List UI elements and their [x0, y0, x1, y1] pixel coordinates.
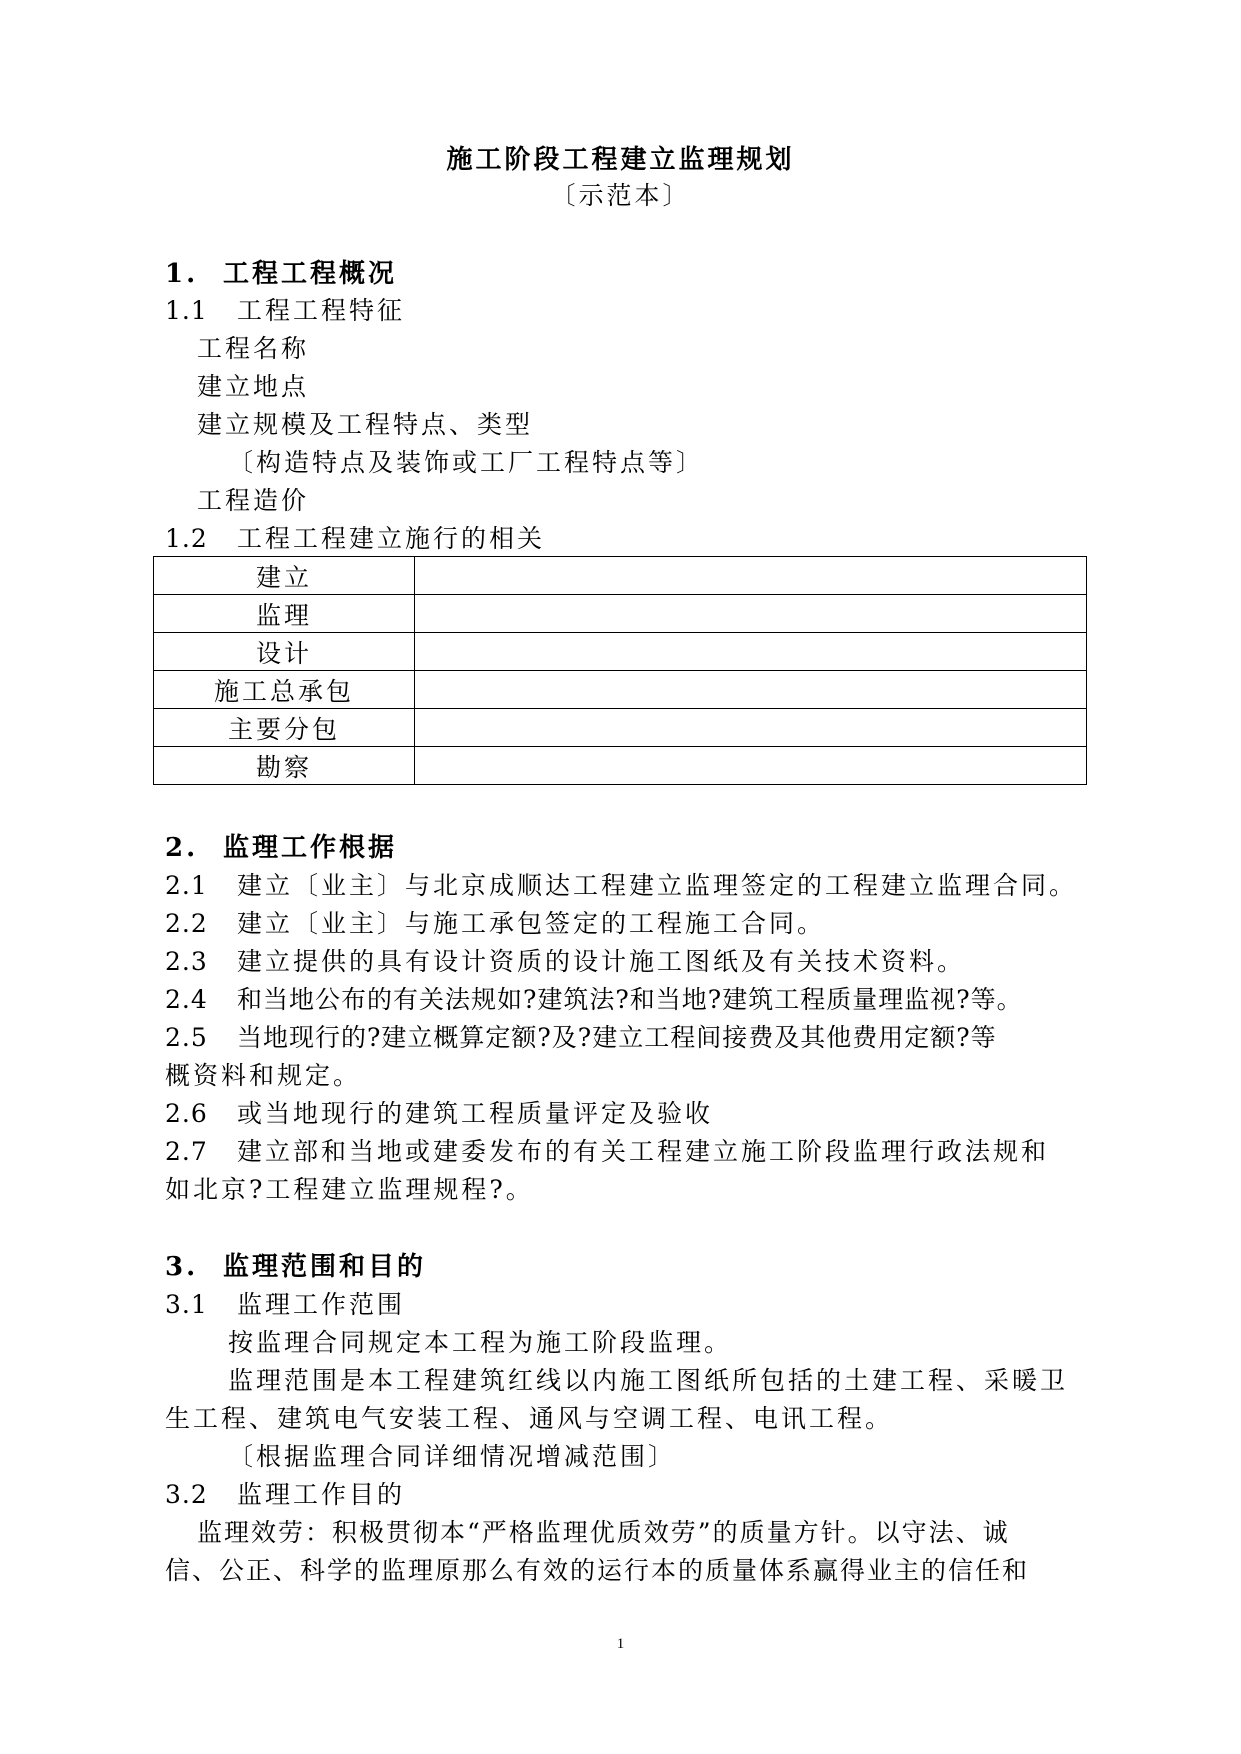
item-text: 和当地公布的有关法规如?建筑法?和当地?建筑工程质量理监视?等。: [237, 985, 1023, 1014]
subsection-3-1: [165, 1290, 405, 1320]
related-parties-table: [153, 556, 1087, 785]
subsection-number: 1.2: [165, 524, 208, 553]
basis-item: [165, 909, 825, 939]
table-cell-value: [415, 671, 1087, 709]
subsection-title: 工程工程特征: [237, 296, 406, 325]
item-text: 当地现行的?建立概算定额?及?建立工程间接费及其他费用定额?等: [237, 1023, 997, 1052]
item-text: 或当地现行的建筑工程质量评定及验收: [237, 1099, 714, 1128]
section-title: 工程工程概况: [223, 259, 398, 289]
item-number: 2.6: [165, 1099, 208, 1128]
item-scale-note: 〔构造特点及装饰或工厂工程特点等〕: [228, 448, 705, 477]
item-text: 建立提供的具有设计资质的设计施工图纸及有关技术资料。: [237, 947, 966, 976]
table-row: [154, 595, 1087, 633]
item-location: 建立地点: [197, 372, 310, 401]
item-project-name: 工程名称: [197, 334, 310, 363]
subsection-1-1: [165, 296, 405, 326]
section-1-heading: [165, 259, 397, 289]
table-row: [154, 633, 1087, 671]
table-row: [154, 671, 1087, 709]
basis-item: [165, 871, 1077, 901]
page-number: 1: [616, 1636, 625, 1652]
section-3-heading: [165, 1252, 426, 1282]
table-row: [154, 747, 1087, 785]
table-cell-value: [415, 709, 1087, 747]
paragraph: 按监理合同规定本工程为施工阶段监理。: [228, 1328, 733, 1357]
basis-item: [165, 985, 1023, 1015]
scope-note: 〔根据监理合同详细情况增减范围〕: [228, 1442, 677, 1471]
table-row: [154, 557, 1087, 595]
subsection-3-2: [165, 1480, 405, 1510]
section-number: 2.: [165, 833, 199, 863]
paragraph: 监理效劳：积极贯彻本“严格监理优质效劳”的质量方针。以守法、诚: [197, 1518, 1010, 1547]
table-cell-label: 建立: [154, 557, 415, 595]
basis-item-continued: 概资料和规定。: [165, 1061, 362, 1090]
section-title: 监理范围和目的: [223, 1252, 427, 1282]
basis-item: [165, 1023, 997, 1053]
item-scale: 建立规模及工程特点、类型: [197, 410, 534, 439]
paragraph: 监理范围是本工程建筑红线以内施工图纸所包括的土建工程、采暖卫: [228, 1366, 1069, 1395]
item-number: 2.7: [165, 1137, 208, 1166]
item-number: 2.3: [165, 947, 208, 976]
item-text: 建立部和当地或建委发布的有关工程建立施工阶段监理行政法规和: [237, 1137, 1050, 1166]
table-cell-value: [415, 595, 1087, 633]
basis-item: [165, 1099, 713, 1129]
document-subtitle: 〔示范本〕: [550, 181, 691, 210]
item-text: 建立〔业主〕与北京成顺达工程建立监理签定的工程建立监理合同。: [237, 871, 1078, 900]
table-cell-value: [415, 633, 1087, 671]
item-number: 2.2: [165, 909, 208, 938]
subsection-number: 3.1: [165, 1290, 208, 1319]
subsection-number: 1.1: [165, 296, 208, 325]
section-title: 监理工作根据: [223, 833, 398, 863]
basis-item: [165, 947, 965, 977]
table-cell-label: 施工总承包: [154, 671, 415, 709]
subsection-title: 工程工程建立施行的相关: [237, 524, 546, 553]
paragraph-continued: 信、公正、科学的监理原那么有效的运行本的质量体系赢得业主的信任和: [165, 1556, 1030, 1585]
basis-item: [165, 1137, 1049, 1167]
item-cost: 工程造价: [197, 486, 310, 515]
section-number: 1.: [165, 259, 199, 289]
table-cell-label: 勘察: [154, 747, 415, 785]
document-title: 施工阶段工程建立监理规划: [446, 145, 795, 175]
table-cell-label: 设计: [154, 633, 415, 671]
paragraph-continued: 生工程、建筑电气安装工程、通风与空调工程、电讯工程。: [165, 1404, 894, 1433]
item-number: 2.1: [165, 871, 208, 900]
subsection-1-2: [165, 524, 545, 554]
table-row: [154, 709, 1087, 747]
subsection-title: 监理工作范围: [237, 1290, 406, 1319]
table-cell-label: 主要分包: [154, 709, 415, 747]
item-number: 2.4: [165, 985, 208, 1014]
basis-item-continued: 如北京?工程建立监理规程?。: [165, 1175, 534, 1204]
table-cell-value: [415, 747, 1087, 785]
subsection-number: 3.2: [165, 1480, 208, 1509]
section-2-heading: [165, 833, 397, 863]
section-number: 3.: [165, 1252, 199, 1282]
table-cell-label: 监理: [154, 595, 415, 633]
table-cell-value: [415, 557, 1087, 595]
item-number: 2.5: [165, 1023, 208, 1052]
subsection-title: 监理工作目的: [237, 1480, 406, 1509]
item-text: 建立〔业主〕与施工承包签定的工程施工合同。: [237, 909, 826, 938]
